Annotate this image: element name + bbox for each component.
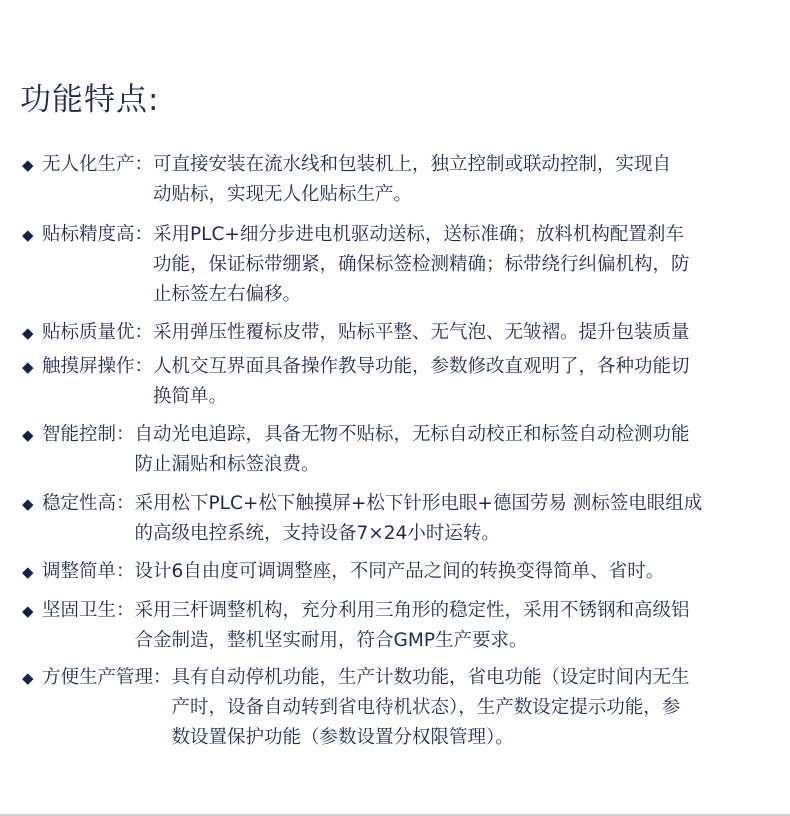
feature-text: 采用PLC+细分步进电机驱动送标，送标准确；放料机构配置刹车: [153, 224, 684, 245]
feature-text: 的高级电控系统，支持设备7×24小时运转。: [134, 523, 500, 544]
diamond-icon: ◆: [22, 426, 34, 444]
diamond-icon: ◆: [22, 358, 34, 376]
diamond-icon: ◆: [22, 324, 34, 342]
feature-item: [22, 318, 690, 348]
feature-label: 贴标精度高：: [42, 224, 154, 245]
feature-item: [22, 489, 702, 549]
feature-text: 动贴标，实现无人化贴标生产。: [153, 184, 413, 205]
feature-text: 数设置保护功能（参数设置分权限管理）。: [171, 727, 514, 748]
feature-text: 合金制造，整机坚实耐用，符合GMP生产要求。: [134, 630, 528, 651]
feature-item: [22, 150, 671, 210]
diamond-icon: ◆: [22, 495, 34, 513]
feature-text: 可直接安装在流水线和包装机上，独立控制或联动控制，实现自: [153, 154, 672, 175]
diamond-icon: ◆: [22, 669, 34, 687]
feature-text: 防止漏贴和标签浪费。: [134, 454, 320, 475]
feature-text: 产时，设备自动转到省电待机状态），生产数设定提示功能，参: [171, 697, 681, 718]
feature-text: 采用弹压性覆标皮带，贴标平整、无气泡、无皱褶。提升包装质量: [153, 322, 690, 343]
feature-item: [22, 420, 690, 480]
diamond-icon: ◆: [22, 226, 34, 244]
feature-text: 自动光电追踪，具备无物不贴标，无标自动校正和标签自动检测功能: [134, 424, 690, 445]
feature-label: 调整简单：: [42, 561, 135, 582]
diamond-icon: ◆: [22, 156, 34, 174]
feature-label: 坚固卫生：: [42, 600, 135, 621]
feature-label: 无人化生产：: [42, 154, 154, 175]
diamond-icon: ◆: [22, 602, 34, 620]
feature-item: [22, 663, 690, 753]
feature-text: 换简单。: [153, 386, 228, 407]
feature-text: 具有自动停机功能，生产计数功能，省电功能（设定时间内无生: [171, 667, 690, 688]
diamond-icon: ◆: [22, 563, 34, 581]
feature-item: [22, 352, 690, 412]
feature-text: 设计6自由度可调调整座，不同产品之间的转换变得简单、省时。: [134, 561, 665, 582]
feature-label: 贴标质量优：: [42, 322, 154, 343]
feature-text: 止标签左右偏移。: [153, 284, 302, 305]
feature-item: [22, 557, 664, 587]
feature-label: 稳定性高：: [42, 493, 135, 514]
feature-text: 功能，保证标带绷紧，确保标签检测精确；标带绕行纠偏机构，防: [153, 254, 690, 275]
feature-item: [22, 596, 690, 656]
feature-label: 智能控制：: [42, 424, 135, 445]
feature-label: 方便生产管理：: [42, 667, 172, 688]
feature-label: 触摸屏操作：: [42, 356, 154, 377]
page-title: 功能特点:: [20, 82, 160, 118]
feature-text: 人机交互界面具备操作教导功能，参数修改直观明了，各种功能切: [153, 356, 690, 377]
feature-text: 采用三杆调整机构，充分利用三角形的稳定性，采用不锈钢和高级铝: [134, 600, 690, 621]
feature-item: [22, 220, 690, 310]
feature-text: 采用松下PLC+松下触摸屏+松下针形电眼+德国劳易 测标签电眼组成: [134, 493, 703, 514]
